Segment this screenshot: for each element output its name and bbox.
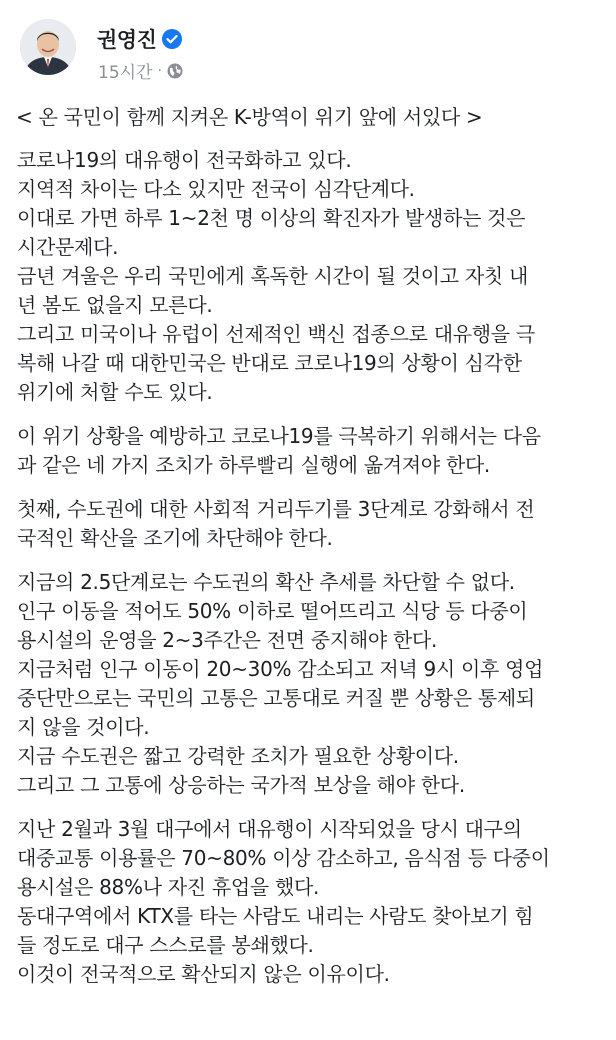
- text-line: 코로나19의 대유행이 전국화하고 있다.: [17, 148, 352, 172]
- text-line: 국적인 확산을 조기에 차단해야 한다.: [17, 526, 333, 550]
- text-line: 지 않을 것이다.: [17, 715, 150, 739]
- avatar[interactable]: [20, 19, 76, 75]
- paragraph-5: [0, 815, 616, 989]
- text-line: 시간문제다.: [17, 235, 119, 259]
- globe-icon[interactable]: [167, 63, 183, 79]
- text-line: 지난 2월과 3월 대구에서 대유행이 시작되었을 당시 대구의: [17, 817, 522, 841]
- profile-photo: [20, 19, 76, 75]
- post-header: [0, 0, 616, 96]
- text-line: 과 같은 네 가지 조치가 하루빨리 실행에 옮겨져야 한다.: [17, 453, 490, 477]
- text-line: 인구 이동을 적어도 50% 이하로 떨어뜨리고 식당 등 다중이: [17, 599, 528, 623]
- paragraph-3: [0, 495, 616, 553]
- text-line: 복해 나갈 때 대한민국은 반대로 코로나19의 상황이 심각한: [17, 351, 522, 375]
- author-name[interactable]: 권영진: [97, 28, 157, 52]
- text-line: 년 봄도 없을지 모른다.: [17, 293, 213, 317]
- meta-separator: ·: [157, 62, 162, 79]
- text-line: 지금 수도권은 짧고 강력한 조치가 필요한 상황이다.: [17, 744, 459, 768]
- text-line: 그리고 그 고통에 상응하는 국가적 보상을 해야 한다.: [17, 773, 465, 797]
- text-line: 들 정도로 대구 스스로를 봉쇄했다.: [17, 933, 314, 957]
- text-line: 대중교통 이용률은 70~80% 이상 감소하고, 음식점 등 다중이: [17, 846, 550, 870]
- text-line: 금년 겨울은 우리 국민에게 혹독한 시간이 될 것이고 자칫 내: [17, 264, 528, 288]
- author-row: [97, 24, 182, 54]
- paragraph-2: [0, 422, 616, 480]
- text-line: 용시설은 88%나 자진 휴업을 했다.: [17, 875, 320, 899]
- text-line: 위기에 처할 수도 있다.: [17, 380, 213, 404]
- paragraph-1: [0, 146, 616, 407]
- post-title: [0, 103, 616, 132]
- text-line: 이것이 전국적으로 확산되지 않은 이유이다.: [17, 962, 390, 986]
- post-body: [0, 103, 616, 1004]
- text-line: 지역적 차이는 다소 있지만 전국이 심각단계다.: [17, 177, 415, 201]
- post-timestamp[interactable]: 15시간: [98, 63, 153, 83]
- text-line: 중단만으로는 국민의 고통은 고통대로 커질 뿐 상황은 통제되: [17, 686, 535, 710]
- paragraph-4: [0, 568, 616, 800]
- text-line: 지금의 2.5단계로는 수도권의 확산 추세를 차단할 수 없다.: [17, 570, 515, 594]
- verified-badge-icon: [162, 29, 182, 49]
- text-line: 첫째, 수도권에 대한 사회적 거리두기를 3단계로 강화해서 전: [17, 497, 535, 521]
- post-meta: [98, 58, 183, 83]
- text-line: 이대로 가면 하루 1~2천 명 이상의 확진자가 발생하는 것은: [17, 206, 526, 230]
- post-title-text: < 온 국민이 함께 지켜온 K-방역이 위기 앞에 서있다 >: [16, 105, 483, 129]
- text-line: 이 위기 상황을 예방하고 코로나19를 극복하기 위해서는 다음: [17, 424, 541, 448]
- text-line: 지금처럼 인구 이동이 20~30% 감소되고 저녁 9시 이후 영업: [17, 657, 544, 681]
- text-line: 용시설의 운영을 2~3주간은 전면 중지해야 한다.: [17, 628, 438, 652]
- text-line: 동대구역에서 KTX를 타는 사람도 내리는 사람도 찾아보기 힘: [17, 904, 534, 928]
- text-line: 그리고 미국이나 유럽이 선제적인 백신 접종으로 대유행을 극: [17, 322, 535, 346]
